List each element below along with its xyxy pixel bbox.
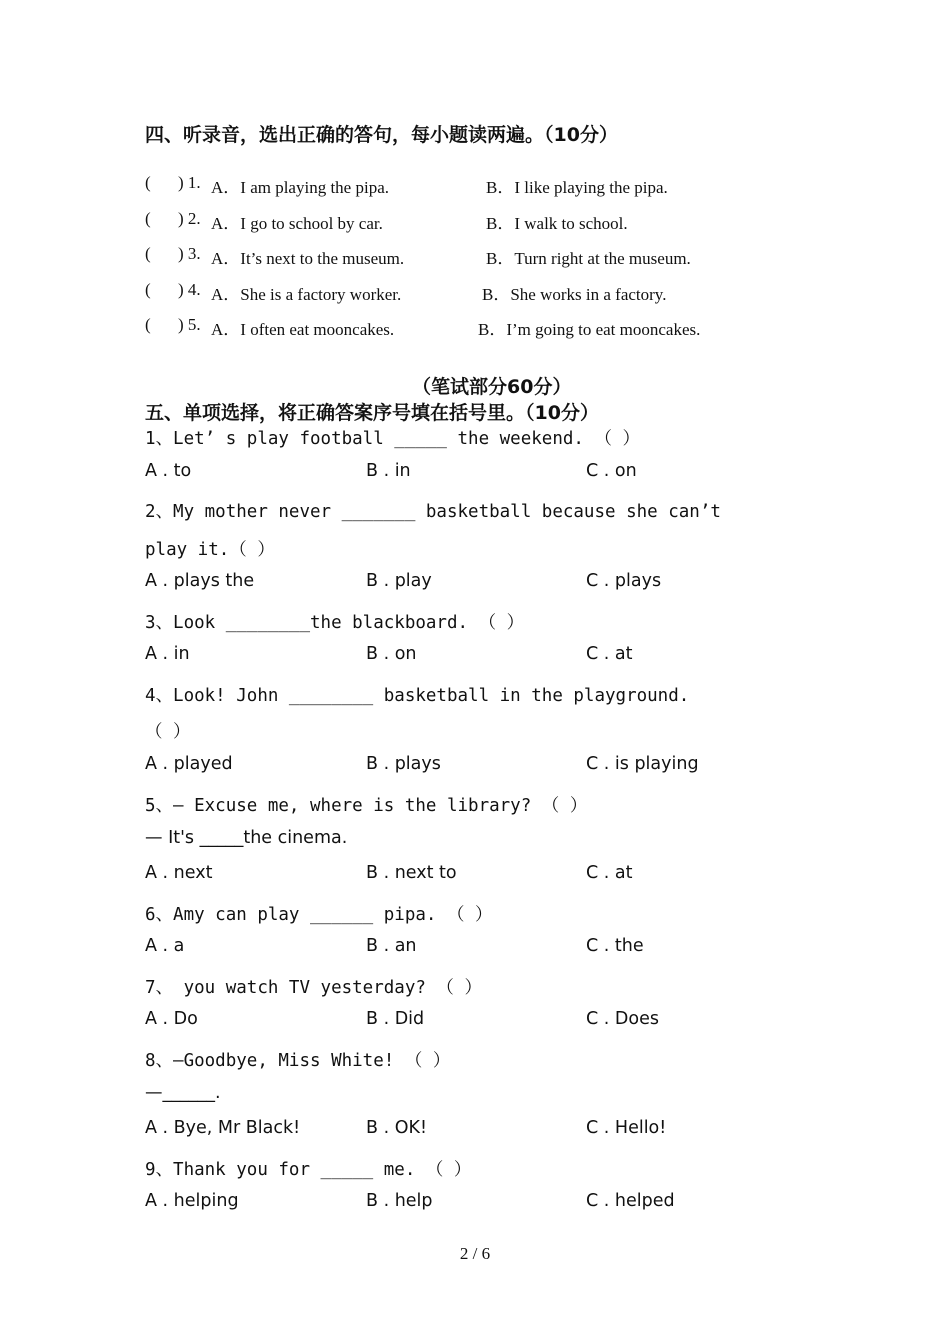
question-5-line-1: 5、— Excuse me, where is the library? （ ） (145, 796, 588, 816)
listen-item-1 (145, 173, 845, 197)
option-c: C . helped (586, 1191, 675, 1211)
question-6-options (145, 936, 845, 960)
question-1: 1、Let’ s play football _____ the weekend. （ ） (145, 429, 641, 449)
option-c: C . on (586, 461, 637, 481)
option-c: C . Hello! (586, 1118, 667, 1138)
item-number: ) 5. (178, 315, 201, 334)
option-c: C . at (586, 863, 633, 883)
listen-item-2 (145, 209, 845, 233)
answer-paren: ( (145, 209, 151, 228)
question-2-options (145, 571, 845, 595)
listen-item-5 (145, 315, 845, 339)
option-c: C . at (586, 644, 633, 664)
option-a: A . played (145, 754, 233, 774)
written-part-header: （笔试部分60分） (412, 376, 572, 398)
option-b: B . on (366, 644, 417, 664)
option-b: B . in (366, 461, 411, 481)
question-9: 9、Thank you for _____ me. （ ） (145, 1160, 472, 1180)
question-7: 7、 you watch TV yesterday? （ ） (145, 978, 482, 998)
question-4-line-2: （ ） (145, 722, 191, 742)
option-b: B．I walk to school. (486, 214, 628, 233)
listen-item-3 (145, 244, 845, 268)
question-8-line-1: 8、—Goodbye, Miss White! （ ） (145, 1051, 451, 1071)
question-6: 6、Amy can play ______ pipa. （ ） (145, 905, 493, 925)
question-3: 3、Look ________the blackboard. （ ） (145, 613, 525, 633)
option-a: A．I go to school by car. (211, 214, 383, 233)
option-b: B . plays (366, 754, 441, 774)
question-7-options (145, 1009, 845, 1033)
option-a: A . Bye, Mr Black! (145, 1118, 301, 1138)
question-1-options (145, 461, 845, 485)
question-4-options (145, 754, 845, 778)
option-a: A . to (145, 461, 192, 481)
section-4-title: 四、听录音，选出正确的答句，每小题读两遍。（10分） (145, 124, 618, 146)
question-9-options (145, 1191, 845, 1215)
option-b: B．I’m going to eat mooncakes. (478, 320, 701, 339)
option-c: C . is playing (586, 754, 699, 774)
option-c: C . the (586, 936, 644, 956)
item-number: ) 3. (178, 244, 201, 263)
option-c: C . plays (586, 571, 662, 591)
listen-item-4 (145, 280, 845, 304)
question-2-line-2: play it.（ ） (145, 540, 275, 560)
option-a: A . in (145, 644, 190, 664)
option-a: A . helping (145, 1191, 239, 1211)
question-4-line-1: 4、Look! John ________ basketball in the playground. (145, 686, 690, 706)
item-number: ) 1. (178, 173, 201, 192)
item-number: ) 4. (178, 280, 201, 299)
option-a: A . next (145, 863, 213, 883)
question-3-options (145, 644, 845, 668)
option-b: B．Turn right at the museum. (486, 249, 691, 268)
option-b: B . OK! (366, 1118, 427, 1138)
option-b: B．She works in a factory. (482, 285, 667, 304)
option-c: C . Does (586, 1009, 659, 1029)
option-b: B . help (366, 1191, 433, 1211)
answer-paren: ( (145, 173, 151, 192)
option-a: A . Do (145, 1009, 198, 1029)
answer-paren: ( (145, 315, 151, 334)
option-b: B . an (366, 936, 417, 956)
question-5-line-2: — It's _____the cinema. (145, 828, 348, 848)
option-a: A．It’s next to the museum. (211, 249, 405, 268)
option-b: B．I like playing the pipa. (486, 178, 668, 197)
option-a: A．I am playing the pipa. (211, 178, 389, 197)
question-8-options (145, 1118, 845, 1142)
option-b: B . next to (366, 863, 457, 883)
option-b: B . play (366, 571, 432, 591)
section-5-title: 五、单项选择，将正确答案序号填在括号里。（10分） (145, 402, 599, 424)
item-number: ) 2. (178, 209, 201, 228)
question-2-line-1: 2、My mother never _______ basketball because she can’t (145, 502, 721, 522)
option-a: A . a (145, 936, 185, 956)
option-b: B . Did (366, 1009, 425, 1029)
answer-paren: ( (145, 280, 151, 299)
option-a: A．She is a factory worker. (211, 285, 402, 304)
question-5-options (145, 863, 845, 887)
option-a: A . plays the (145, 571, 255, 591)
option-a: A．I often eat mooncakes. (211, 320, 395, 339)
question-8-line-2: —______. (145, 1083, 221, 1103)
page-number: 2 / 6 (459, 1244, 491, 1263)
answer-paren: ( (145, 244, 151, 263)
